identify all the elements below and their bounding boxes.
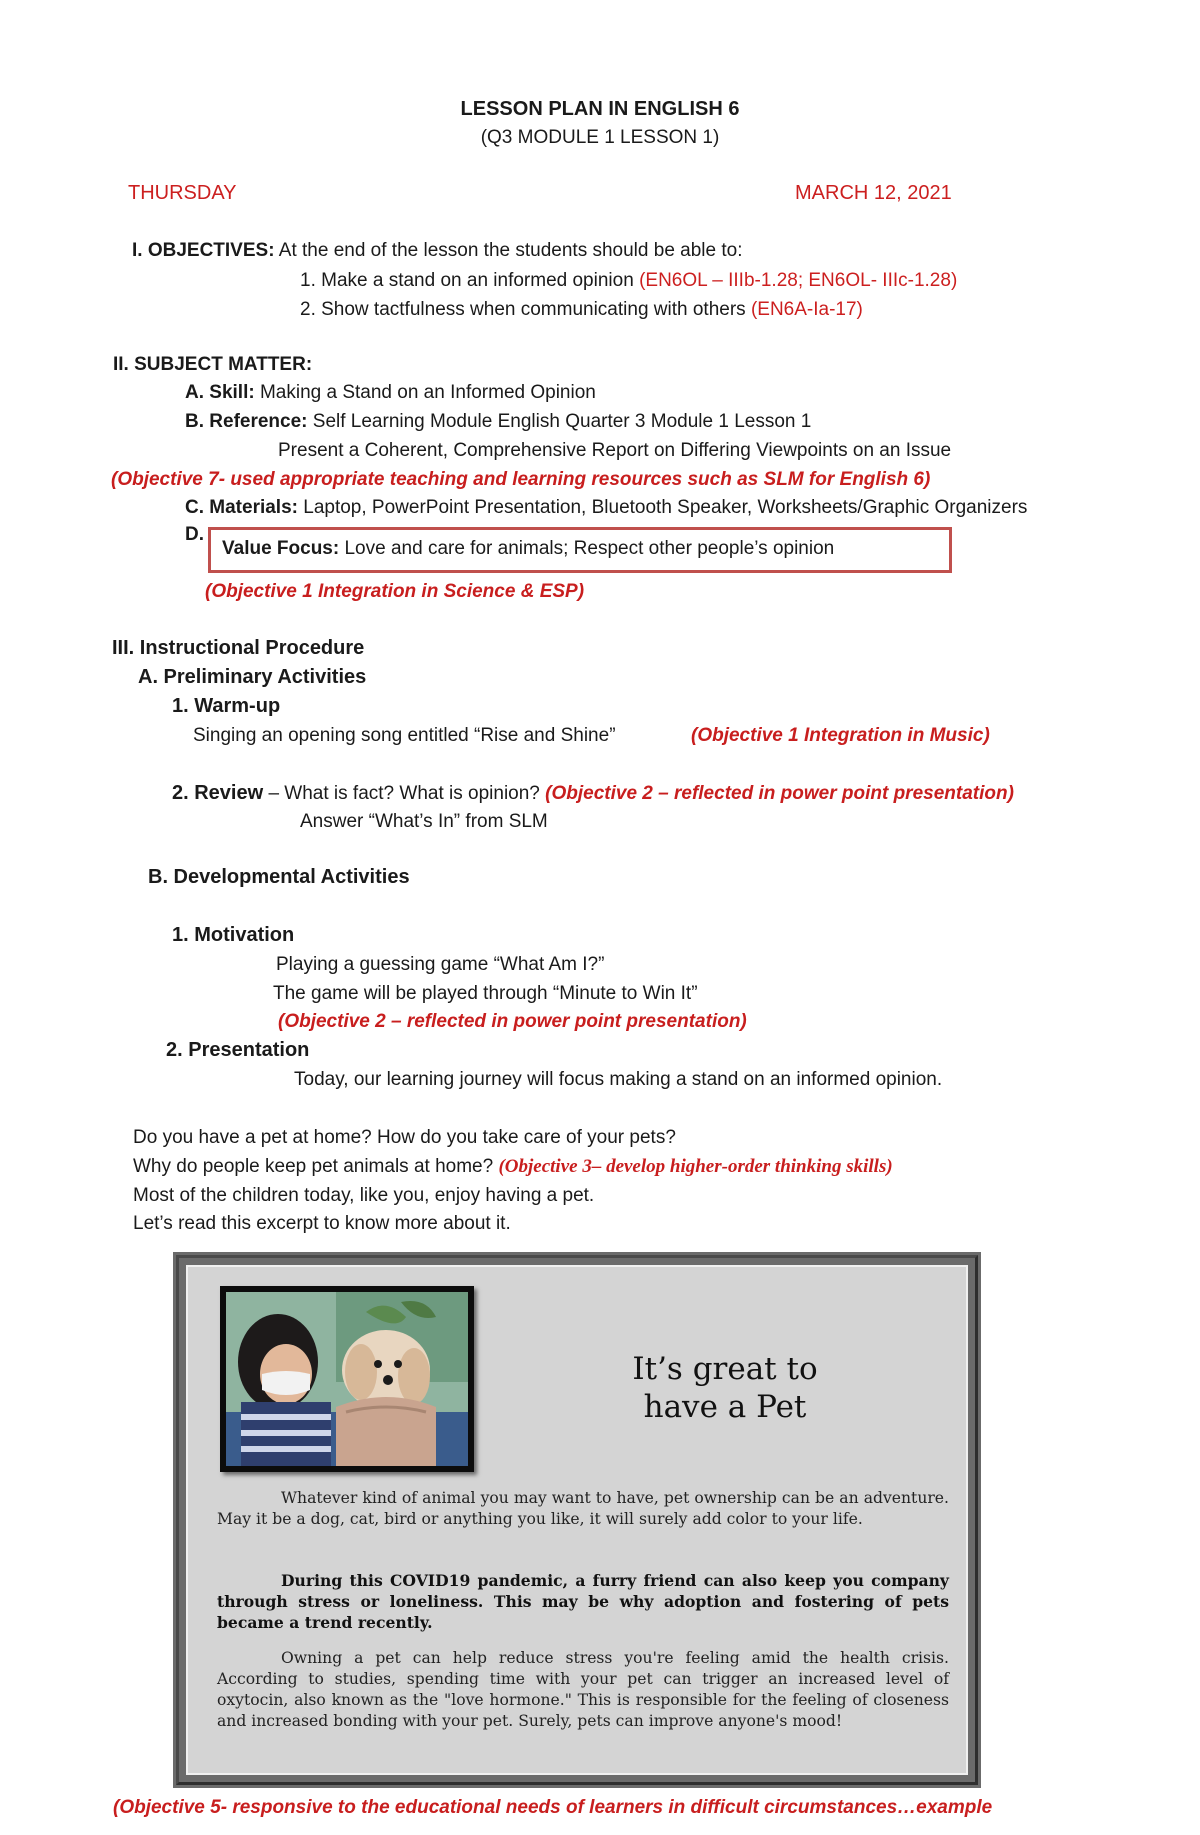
preliminary-heading: A. Preliminary Activities — [138, 666, 367, 688]
skill-label: A. Skill: — [185, 382, 255, 403]
motivation-line-2: The game will be played through “Minute to Win It” — [273, 983, 698, 1004]
reference-line — [185, 411, 811, 433]
objective-item-2 — [300, 299, 863, 321]
motivation-heading: 1. Motivation — [172, 924, 295, 946]
excerpt-title — [560, 1350, 890, 1426]
objective-text: 1. Make a stand on an informed opinion — [300, 270, 634, 291]
question-3: Most of the children today, like you, enjoy having a pet. — [133, 1185, 595, 1206]
question-2-line — [133, 1156, 893, 1178]
subject-matter-heading: II. SUBJECT MATTER: — [113, 354, 313, 375]
question-2-objective: (Objective 3– develop higher-order thinking skills) — [498, 1156, 893, 1177]
objective-1-note: (Objective 1 Integration in Science & ESP) — [205, 581, 585, 602]
objective-7-note: (Objective 7- used appropriate teaching and learning resources such as SLM for English 6) — [111, 469, 931, 490]
review-text: – What is fact? What is opinion? — [268, 783, 540, 804]
presentation-text: Today, our learning journey will focus making a stand on an informed opinion. — [294, 1069, 943, 1090]
objectives-intro: At the end of the lesson the students should be able to: — [278, 240, 743, 261]
warmup-heading: 1. Warm-up — [172, 695, 281, 717]
question-2: Why do people keep pet animals at home? — [133, 1156, 494, 1177]
day-label: THURSDAY — [128, 182, 237, 204]
question-4: Let’s read this excerpt to know more about it. — [133, 1213, 511, 1234]
objective-code: (EN6OL – IIIb-1.28; EN6OL- IIIc-1.28) — [639, 270, 958, 291]
page-subtitle: (Q3 MODULE 1 LESSON 1) — [480, 127, 720, 148]
date-label: MARCH 12, 2021 — [795, 182, 952, 204]
review-label: 2. Review — [172, 782, 264, 804]
question-1: Do you have a pet at home? How do you take care of your pets? — [133, 1127, 676, 1148]
motivation-line-1: Playing a guessing game “What Am I?” — [276, 954, 605, 975]
objective-item-1 — [300, 270, 957, 292]
reference-line-2: Present a Coherent, Comprehensive Report on Differing Viewpoints on an Issue — [278, 440, 952, 461]
value-focus-line — [222, 538, 834, 560]
warmup-text: Singing an opening song entitled “Rise and Shine” — [193, 725, 616, 746]
objectives-heading: I. OBJECTIVES: — [132, 240, 275, 261]
review-answer: Answer “What’s In” from SLM — [300, 811, 548, 832]
value-text: Love and care for animals; Respect other people’s opinion — [344, 538, 835, 559]
d-label: D. — [185, 524, 204, 545]
review-line — [172, 782, 1014, 805]
excerpt-paragraph-1: Whatever kind of animal you may want to have, pet ownership can be an adventure. May it be a dog, cat, bird or anything you like, it will surely add color to your life. — [217, 1489, 949, 1528]
developmental-heading: B. Developmental Activities — [148, 866, 410, 888]
page-title: LESSON PLAN IN ENGLISH 6 — [460, 98, 740, 120]
procedure-heading: III. Instructional Procedure — [112, 637, 365, 659]
excerpt-title-line-2: have a Pet — [643, 1389, 807, 1425]
skill-text: Making a Stand on an Informed Opinion — [259, 382, 596, 403]
presentation-heading: 2. Presentation — [166, 1039, 310, 1061]
materials-label: C. Materials: — [185, 497, 298, 518]
excerpt-paragraph-2: During this COVID19 pandemic, a furry friend can also keep you company through stress or loneliness. This may be why adoption and fostering of pets became a trend recently. — [217, 1571, 949, 1632]
photo-illustration — [226, 1292, 468, 1466]
excerpt-paragraph-3: Owning a pet can help reduce stress you're feeling amid the health crisis. According to studies, spending time with your pet can trigger an increased level of oxytocin, also known as the "love hormone." This is responsible for the feeling of closeness and increased bonding with your pet. Surely, pets can improve anyone's mood! — [217, 1649, 949, 1730]
objectives-line — [132, 240, 742, 262]
objective-5-note: (Objective 5- responsive to the educational needs of learners in difficult circumstances…example — [113, 1797, 993, 1818]
review-objective: (Objective 2 – reflected in power point presentation) — [545, 783, 1014, 804]
child-with-dog-photo — [220, 1286, 474, 1472]
skill-line — [185, 382, 596, 404]
objective-code: (EN6A-Ia-17) — [750, 299, 863, 320]
objective-text: 2. Show tactfulness when communicating with others — [300, 299, 746, 320]
warmup-objective: (Objective 1 Integration in Music) — [691, 725, 990, 746]
materials-line — [185, 497, 1027, 519]
excerpt-title-line-1: It’s great to — [632, 1351, 818, 1387]
value-label: Value Focus: — [222, 538, 340, 559]
materials-text: Laptop, PowerPoint Presentation, Bluetooth Speaker, Worksheets/Graphic Organizers — [303, 497, 1028, 518]
reference-label: B. Reference: — [185, 411, 308, 432]
motivation-objective: (Objective 2 – reflected in power point presentation) — [278, 1011, 747, 1032]
reference-text: Self Learning Module English Quarter 3 Module 1 Lesson 1 — [312, 411, 812, 432]
